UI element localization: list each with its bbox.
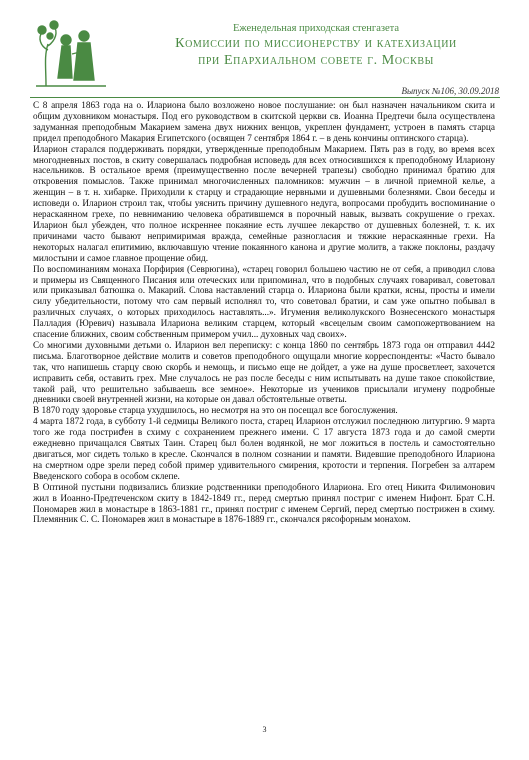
issue-info: Выпуск №106, 30.09.2018 [401,86,499,96]
newsletter-header [0,0,529,96]
header-title-line2: при Епархиальном совете г. Москвы [198,53,434,68]
paragraph: Иларион старался поддерживать порядки, утвержденные преподобным Макарием. Пять раз в году, во время всех многодневных постов, в скиту совершалась подробная исповедь для всех относившихся к преподобному Илариону насельников. В остальное время (преимущественно после вечерней трапезы) свободно принимал братию для откровения помыслов. Также принимал многочисленных паломников: мужчин – в личной приемной келье, а женщин – в т. н. хибарке. Приходили к старцу и страдающие нервными и душевными болезнями. Свои беседы и исповеди о. Иларион строил так, чтобы уяснить причину душевного недуга, вопросами пробудить воспоминание о нераскаянном грехе, по невниманию человека обратившемся в порочный навык, вызвать сокрушение о грехах. Иларион был убежден, что полное искреннее покаяние есть лучшее лекарство от душевных болезней, т. к. их причинами часто бывают непримиримая вражда, семейные разногласия и тяжкие нераскаянные грехи. На некоторых налагал епитимию, включавшую чтение покаянного канона и другие молитв, а также поклоны, раздачу милостыни и самое главное прощение обид. [33,144,495,264]
header-subtitle: Еженедельная приходская стенгазета [232,23,400,34]
article-body [33,101,495,526]
header-title-block [120,22,512,69]
paragraph: Со многими духовными детьми о. Иларион вел переписку: с конца 1860 по сентябрь 1873 года он отправил 4442 письма. Благотворное действие молитв и советов преподобного ощущали многие корреспонденты: «Часто бывало так, что напишешь старцу свою скорбь и немощь, и письмо еще не дойдет, а уже на душе просветлеет, захочется исправить себя, оставить грех. Мне случалось не раз после беседы с ним испытывать на душе такое спокойствие, такой рай, что решительно забываешь все земное». Некоторые из учеников присылали игумену подробные дневники своей внутренней жизни, на которые он давал обстоятельные ответы. [33,340,495,406]
page-number: 3 [262,725,267,734]
header-title-line1: Комиссии по миссионерству и катехизации [175,36,457,51]
church-logo-icon [32,16,110,94]
paragraph: 4 марта 1872 года, в субботу 1-й седмицы Великого поста, старец Иларион отслужил последнюю литургию. 9 марта того же года постриժен в схиму с сохранением прежнего имени. С 17 августа 1873 года и до самой смерти ежедневно причащался Святых Таин. Старец был болен водянкой, не мог ложиться в постель и самостоятельно двигаться, мог сидеть только в кресле. Скончался в полном сознании и памяти. Видевшие преподобного Илариона на смертном одре зрели перед собой пример удивительного смирения, кротости и терпения. Погребен за алтарем Введенского собора в особом склепе. [33,417,495,482]
header-divider [30,97,500,98]
paragraph: В Оптиной пустыни подвизались близкие родственники преподобного Илариона. Его отец Никита Филимонович жил в Иоанно-Предтеченском скиту в 1842-1849 гг., перед смертью принял постриг с именем Нифонт. Брат С.Н. Пономарев жил в монастыре в 1863-1881 гг., принял постриг с именем Сергий, перед смертью пострижен в схиму. Племянник С. С. Пономарев жил в монастыре в 1876-1889 гг., скончался рясофорным монахом. [33,482,495,526]
paragraph: В 1870 году здоровье старца ухудшилось, но несмотря на это он посещал все богослужения. [33,406,398,417]
paragraph: По воспоминаниям монаха Порфирия (Севрюгина), «старец говорил большею частию не от себя, а приводил слова и примеры из Священного Писания или отеческих или припоминал, что в подобных случаях говаривал, советовал или приказывал батюшка о. Макарий. Слова наставлений старца о. Илариона были кратки, ясны, просты и имели силу убедительности, потому что сам первый исполнял то, что советовал братии, и сам уже опытно побывал в различных случаях, о которых приходилось наставлять...». Игумения великолукского Вознесенского монастыря Палладия (Юревич) называла Илариона великим старцем, который «всецелым своим самопожертвованием на спасение ближних, своим собственным примером учил... духовных чад своих». [33,264,495,341]
paragraph: С 8 апреля 1863 года на о. Илариона было возложено новое послушание: он был назначен начальником скита и общим духовником монастыря. Под его руководством в скитской церкви св. Иоанна Предтечи была осуществлена задуманная преподобным Макарием замена двух нижних венцов, укреплен фундамент, устроен в память старца придел преподобного Макария Египетского (освящен 7 сентября 1864 г. – в день кончины оптинского старца). [33,101,495,144]
